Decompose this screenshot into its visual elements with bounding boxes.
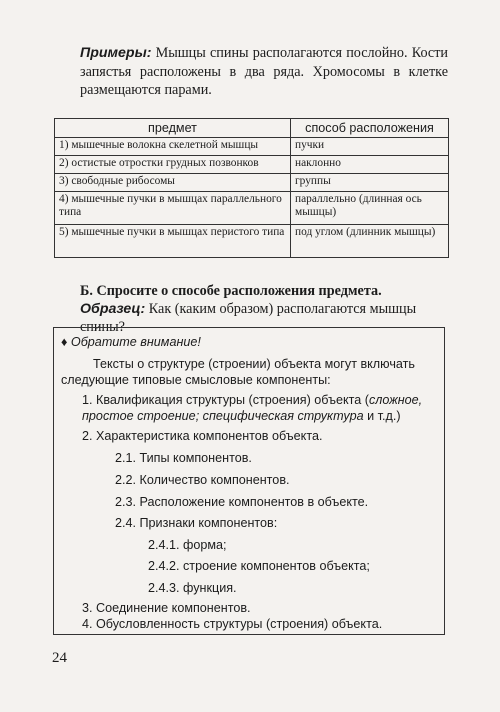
- table-row: [55, 174, 449, 192]
- table-row: [55, 156, 449, 174]
- note-item-2-2: 2.2. Количество компонентов.: [115, 473, 290, 487]
- table-cell-manner: наклонно: [291, 156, 449, 174]
- table-header-row: [55, 119, 449, 138]
- table-cell-manner: пучки: [291, 138, 449, 156]
- note-item-2-3: 2.3. Расположение компонентов в объекте.: [115, 495, 369, 509]
- note-item-2-4: 2.4. Признаки компонентов:: [115, 516, 278, 530]
- table-cell-object: 4) мышечные пучки в мышцах параллельного типа: [55, 192, 291, 225]
- table-cell-manner: параллельно (длинная ось мышцы): [291, 192, 449, 225]
- table-header-manner: способ расположения: [291, 119, 449, 138]
- note-box: [53, 327, 445, 635]
- note-item-1-italic: сложное,: [368, 393, 423, 407]
- table-header-object: предмет: [55, 119, 291, 138]
- note-item-3: 3. Соединение компонентов.: [82, 601, 251, 615]
- note-item-1-text: 1. Квалификация структуры (строения) объекта (: [82, 393, 369, 407]
- note-item-2-1: 2.1. Типы компонентов.: [115, 451, 252, 465]
- page-number: 24: [52, 650, 67, 666]
- table-row: [55, 138, 449, 156]
- note-title: ♦ Обратите внимание!: [61, 335, 201, 349]
- sample-text: Как (каким образом) располагаются мышцы спины?: [80, 301, 417, 335]
- table-row: [55, 192, 449, 225]
- table-cell-object: 1) мышечные волокна скелетной мышцы: [55, 138, 291, 156]
- note-item-1-cont: [82, 408, 401, 424]
- note-item-2-4-3: 2.4.3. функция.: [148, 581, 237, 595]
- table-cell-object: 3) свободные рибосомы: [55, 174, 291, 192]
- table-row: [55, 225, 449, 258]
- location-table: [54, 118, 449, 258]
- table-cell-manner: группы: [291, 174, 449, 192]
- note-intro-line2: следующие типовые смысловые компоненты:: [61, 373, 331, 387]
- sample-label: Образец:: [80, 301, 146, 317]
- note-item-1: [82, 392, 422, 408]
- table-cell-manner: под углом (длинник мышцы): [291, 225, 449, 258]
- examples-text: Мышцы спины располагаются послойно. Кости запястья расположены в два ряда. Хромосомы в клетке размещаются парами.: [80, 45, 448, 98]
- note-item-2: 2. Характеристика компонентов объекта.: [82, 429, 323, 443]
- note-item-2-4-1: 2.4.1. форма;: [148, 538, 227, 552]
- note-item-4: 4. Обусловленность структуры (строения) объекта.: [82, 617, 383, 631]
- examples-paragraph: [80, 44, 448, 100]
- section-b-heading: Б. Спросите о способе расположения предмета.: [80, 283, 382, 299]
- note-item-2-4-2: 2.4.2. строение компонентов объекта;: [148, 559, 370, 573]
- note-item-1-italic-cont: простое строение; специфическая структура: [82, 409, 364, 423]
- table-cell-object: 5) мышечные пучки в мышцах перистого типа: [55, 225, 291, 258]
- table-cell-object: 2) остистые отростки грудных позвонков: [55, 156, 291, 174]
- note-item-1-end: и т.д.): [363, 409, 401, 423]
- note-intro-line1: Тексты о структуре (строении) объекта могут включать: [93, 357, 415, 371]
- examples-label: Примеры:: [80, 45, 152, 61]
